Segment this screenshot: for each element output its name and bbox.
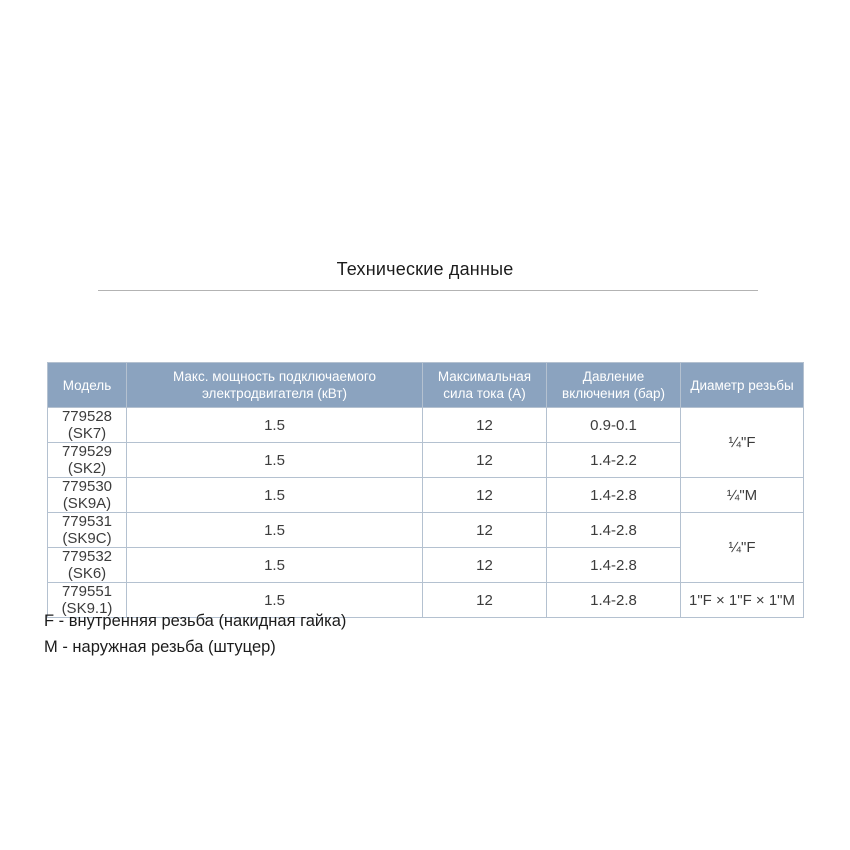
cell-pressure: 1.4-2.8 <box>547 583 681 618</box>
cell-current: 12 <box>423 548 547 583</box>
footnotes <box>44 608 346 660</box>
technical-data-table <box>47 362 804 618</box>
title-divider <box>98 290 758 291</box>
table-row <box>48 478 804 513</box>
cell-pressure: 1.4-2.2 <box>547 443 681 478</box>
cell-model: 779531 (SK9C) <box>48 513 127 548</box>
note-f: F - внутренняя резьба (накидная гайка) <box>44 612 347 630</box>
cell-thread: ¼"F <box>681 513 804 583</box>
cell-pressure: 0.9-0.1 <box>547 408 681 443</box>
cell-thread: ¼"M <box>681 478 804 513</box>
header-thread: Диаметр резьбы <box>681 363 804 408</box>
cell-power: 1.5 <box>127 443 423 478</box>
cell-current: 12 <box>423 478 547 513</box>
header-power: Макс. мощность подключаемого электродвигателя (кВт) <box>127 363 423 408</box>
header-current: Максимальная сила тока (А) <box>423 363 547 408</box>
cell-model: 779530 (SK9A) <box>48 478 127 513</box>
cell-power: 1.5 <box>127 478 423 513</box>
table-header-row <box>48 363 804 408</box>
cell-current: 12 <box>423 443 547 478</box>
cell-current: 12 <box>423 408 547 443</box>
cell-model: 779551 (SK9.1) <box>48 583 127 618</box>
cell-model: 779529 (SK2) <box>48 443 127 478</box>
cell-pressure: 1.4-2.8 <box>547 478 681 513</box>
cell-thread: 1"F × 1"F × 1"M <box>681 583 804 618</box>
cell-current: 12 <box>423 583 547 618</box>
table-row <box>48 408 804 443</box>
cell-thread: ¼"F <box>681 408 804 478</box>
table-row <box>48 513 804 548</box>
page-title: Технические данные <box>336 259 514 279</box>
cell-pressure: 1.4-2.8 <box>547 513 681 548</box>
cell-power: 1.5 <box>127 513 423 548</box>
cell-pressure: 1.4-2.8 <box>547 548 681 583</box>
cell-model: 779528 (SK7) <box>48 408 127 443</box>
cell-power: 1.5 <box>127 548 423 583</box>
cell-power: 1.5 <box>127 408 423 443</box>
header-model: Модель <box>48 363 127 408</box>
header-pressure: Давление включения (бар) <box>547 363 681 408</box>
note-m: M - наружная резьба (штуцер) <box>44 638 276 656</box>
cell-current: 12 <box>423 513 547 548</box>
cell-power: 1.5 <box>127 583 423 618</box>
cell-model: 779532 (SK6) <box>48 548 127 583</box>
